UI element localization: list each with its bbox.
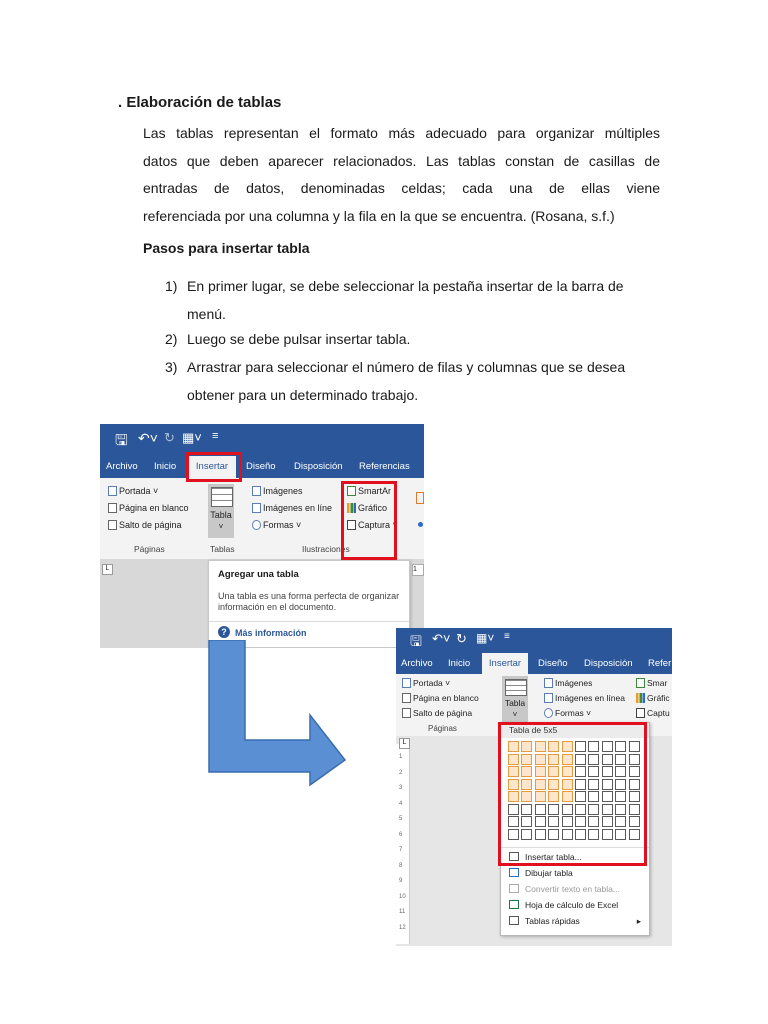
ruler-number: 3 [399,785,403,791]
customize-icon[interactable]: ≡ [212,430,219,442]
step-item [165,354,665,409]
step-item [165,273,665,328]
ruler-number: 9 [399,878,403,884]
step-text: Arrastrar para seleccionar el número de filas y columnas que se desea [187,359,626,375]
smartart-button[interactable]: SmartAr [347,486,391,496]
table-button-label: Tabla [210,510,232,520]
pencil-icon [509,868,519,877]
ruler-number: 12 [399,924,406,931]
step-text: menú. [187,305,226,322]
chevron-down-icon: ˅ [218,522,224,531]
excel-sheet-item[interactable]: Hoja de cálculo de Excel [509,900,618,910]
page-break-icon [108,520,117,530]
online-pictures-button[interactable]: Imágenes en líne [252,503,332,513]
tab-disposicion[interactable]: Disposición [294,461,343,472]
smartart-icon [636,678,645,688]
chart-button[interactable]: Gráfic [636,693,670,703]
tab-insertar[interactable]: Insertar [188,456,236,478]
table-icon[interactable]: ▦˅ [182,430,202,445]
help-icon: ? [218,626,230,638]
shapes-icon [252,520,261,530]
quick-table-icon [509,916,519,925]
ribbon-tabs [100,456,424,478]
smartart-button[interactable]: Smar [636,678,667,688]
people-icon[interactable] [418,522,423,527]
save-icon[interactable]: 🖫 [115,432,128,449]
table-button-label: Tabla [504,698,526,708]
page-break-button[interactable]: Salto de página [402,708,472,718]
chevron-right-icon: ▸ [636,916,641,926]
step-item [165,326,665,354]
group-label-illustrations: Ilustraciones [302,544,350,554]
tab-referencias[interactable]: Referencias [359,461,410,472]
ruler-number: 11 [399,909,406,915]
excel-icon [509,900,519,909]
tab-disposicion[interactable]: Disposición [584,658,633,669]
ruler-number: 1 [399,754,403,760]
tab-referencias[interactable]: Refer [648,658,672,669]
undo-icon[interactable]: ↶˅ [138,430,158,446]
screenshot-button[interactable]: Captura ˅ [347,520,398,530]
ruler-number: 2 [399,769,403,776]
shapes-icon [544,708,553,718]
tab-diseno[interactable]: Diseño [246,461,276,472]
online-pictures-button[interactable]: Imágenes en línea [544,693,625,703]
grid-size-label: Tabla de 5x5 [509,725,558,735]
tab-insertar[interactable]: Insertar [482,653,528,674]
table-button[interactable] [208,484,234,538]
tab-inicio[interactable]: Inicio [448,658,471,669]
cover-page-icon [402,678,411,688]
pictures-button[interactable]: Imágenes [252,486,303,496]
chart-icon [636,693,645,703]
page-break-button[interactable]: Salto de página [108,520,182,530]
tab-archivo[interactable]: Archivo [106,461,138,472]
blank-page-icon [108,503,117,513]
tab-diseno[interactable]: Diseño [538,658,568,669]
word-screenshot-table-grid [396,628,672,946]
convert-icon [509,884,519,893]
picture-icon [544,678,553,688]
arrow-icon [205,640,350,790]
paragraph-line: datos que deben aparecer relacionados. Las tablas constan de casillas de [143,152,660,169]
blank-page-button[interactable]: Página en blanco [402,693,479,703]
tab-inicio[interactable]: Inicio [154,461,177,472]
blank-page-icon [402,693,411,703]
ruler-number: 6 [399,831,403,838]
tooltip-title: Agregar una tabla [218,569,299,580]
cover-page-button[interactable]: Portada ˅ [108,486,158,496]
highlight-insert-tab [186,452,242,482]
screenshot-button[interactable]: Captu [636,708,670,718]
picture-icon [252,486,261,496]
cover-page-button[interactable]: Portada ˅ [402,678,450,688]
step-number: 1) [165,278,178,294]
table-grid-icon [505,679,527,696]
shapes-button[interactable]: Formas ˅ [544,708,591,718]
insert-table-item[interactable]: Insertar tabla... [509,852,582,862]
intro-paragraph [143,120,660,230]
table-icon[interactable]: ▦˅ [476,631,495,645]
cover-page-icon [108,486,117,496]
customize-icon[interactable]: ≡ [504,631,510,642]
paragraph-line: entradas de datos, denominadas celdas; cada una de ellas viene [143,180,660,196]
tooltip-divider [209,621,409,622]
step-number: 3) [165,359,178,375]
online-picture-icon [544,693,553,703]
redo-icon[interactable]: ↻ [164,430,175,445]
highlight-table-grid [498,722,647,866]
quick-access-toolbar [396,628,672,653]
quick-tables-item[interactable]: Tablas rápidas ▸ [509,916,641,926]
more-info-link[interactable]: Más información [235,628,307,638]
redo-icon[interactable]: ↻ [456,631,467,646]
word-screenshot-insert-tab [100,424,424,648]
chart-button[interactable]: Gráfico [347,503,387,513]
group-label-tables: Tablas [210,544,235,554]
ribbon-tabs [396,653,672,674]
highlight-illustrations [341,481,397,560]
paragraph-line: referenciada por una columna y la fila en la que se encuentra. (Rosana, s.f.) [143,207,615,224]
ruler-marker: 1 [412,564,424,576]
step-text: En primer lugar, se debe seleccionar la pestaña insertar de la barra de [187,278,624,294]
step-text: Luego se debe pulsar insertar tabla. [187,331,411,347]
undo-icon[interactable]: ↶˅ [432,631,451,646]
ruler-number: 5 [399,816,403,822]
camera-icon [636,708,645,718]
steps-title: Pasos para insertar tabla [143,240,310,256]
online-picture-icon [252,503,261,513]
ruler-number: 8 [399,862,403,869]
pictures-button[interactable]: Imágenes [544,678,592,688]
shapes-button[interactable]: Formas ˅ [252,520,301,530]
table-grid-icon [211,487,233,507]
ruler-number: 4 [399,800,403,807]
paragraph-line: Las tablas representan el formato más adecuado para organizar múltiples [143,125,660,141]
chevron-down-icon: ˅ [512,710,518,719]
save-icon[interactable]: 🖫 [410,633,422,649]
blank-page-button[interactable]: Página en blanco [108,503,189,513]
tooltip-body: Una tabla es una forma perfecta de organizar información en el documento. [218,591,400,612]
draw-table-item[interactable]: Dibujar tabla [509,868,573,878]
tab-archivo[interactable]: Archivo [401,658,433,669]
step-text: obtener para un determinado trabajo. [187,386,419,403]
table-tooltip [208,560,410,648]
group-label-pages: Páginas [428,724,457,733]
ruler-tab-icon[interactable]: L [399,738,410,749]
section-title: . Elaboración de tablas [118,94,282,111]
store-icon[interactable] [416,492,424,504]
step-number: 2) [165,331,178,347]
group-label-pages: Páginas [134,544,165,554]
ruler-number: 10 [399,893,406,900]
page-break-icon [402,708,411,718]
quick-access-toolbar [100,424,424,456]
convert-text-item[interactable]: Convertir texto en tabla... [509,884,620,894]
ruler-number: 7 [399,847,403,853]
table-button[interactable] [502,676,528,724]
ruler-tab-icon[interactable]: L [102,564,113,575]
